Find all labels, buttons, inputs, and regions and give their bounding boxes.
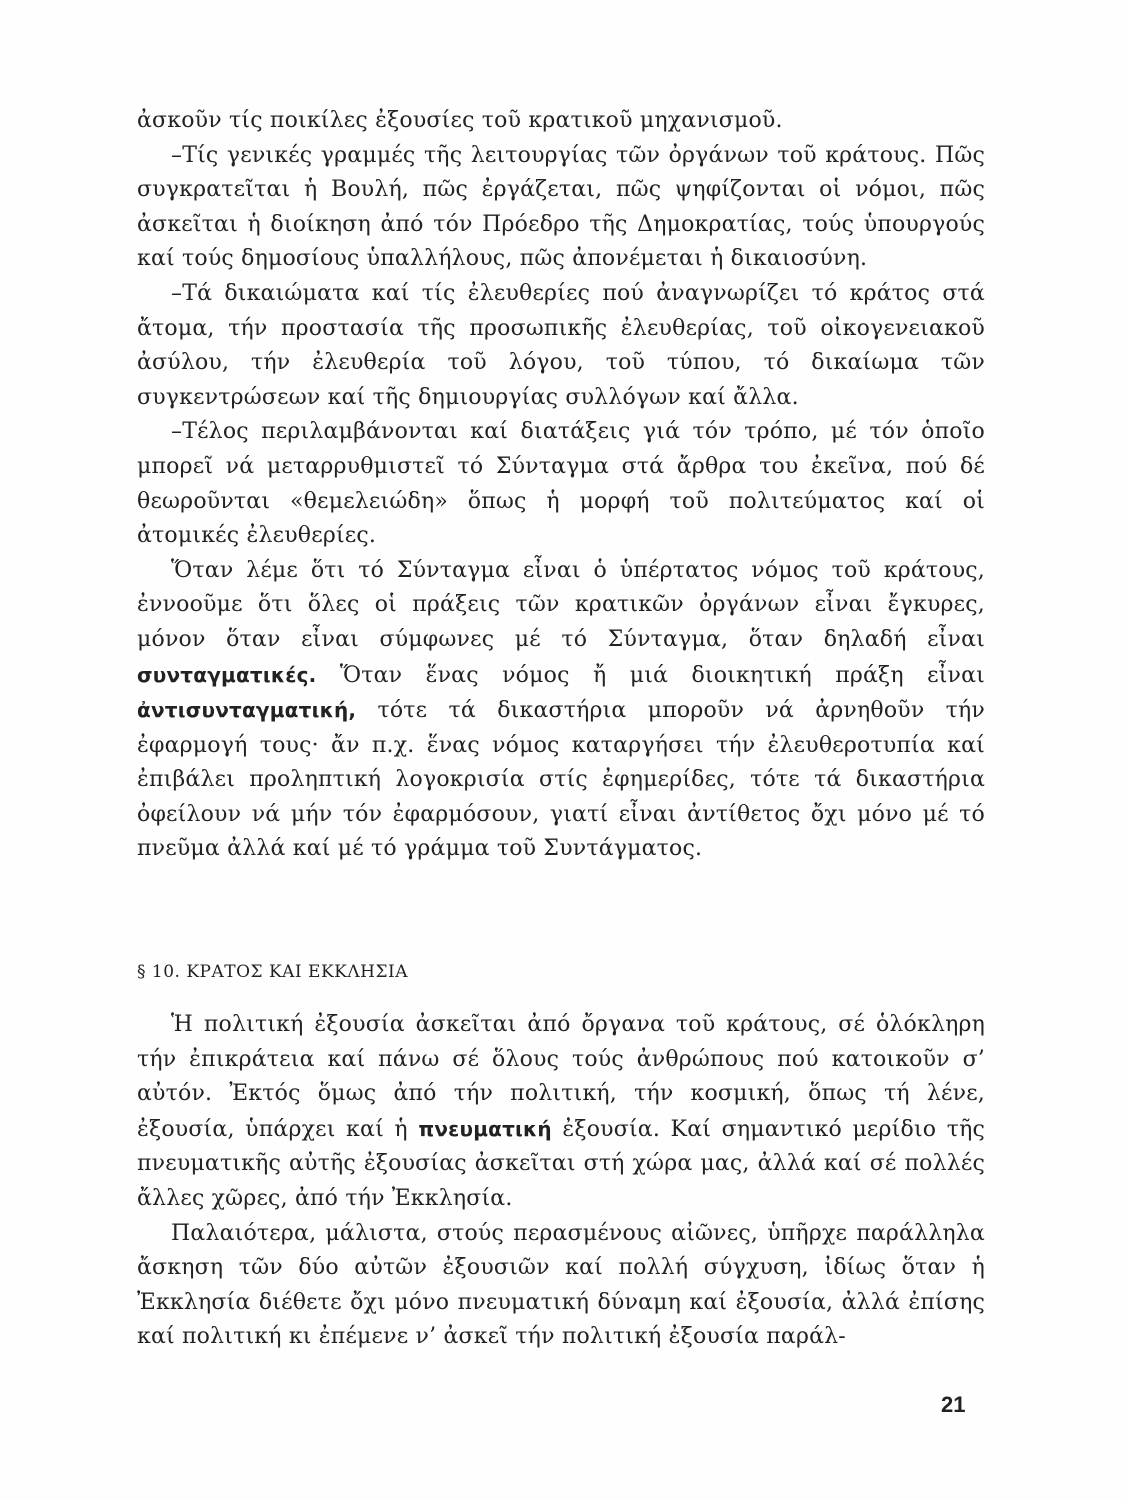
text-span: Ὅταν ἕνας νόμος ἤ μιά διοικητική πράξη εἶναι bbox=[316, 662, 985, 688]
paragraph-church-history: Παλαιότερα, μάλιστα, στούς περασμένους αἰῶνες, ὑπῆρχε παράλληλα ἄσκηση τῶν δύο αὐτῶν ἐξουσιῶν καί πολλή σύγχυση, ἰδίως ὅταν ἡ Ἐκκλησία διέθετε ὄχι μόνο πνευματική δύναμη καί ἐξουσία, ἀλλά ἐπίσης καί πολιτική κι ἐπέμενε ν’ ἀσκεῖ τήν πολιτική ἐξουσία παράλ- bbox=[137, 1220, 985, 1350]
text-span: ἐξουσία. Καί σημαντικό μερίδιο τῆς πνευματικῆς αὐτῆς ἐξουσίας ἀσκεῖται στή χώρα μας, ἀλλά καί σέ πολλές ἄλλες χῶρες, ἀπό τήν Ἐκκλησία. bbox=[137, 1116, 986, 1211]
text-span: τότε τά δικαστήρια μποροῦν νά ἀρνηθοῦν τήν ἐφαρμογή τους· ἄν π.χ. ἕνας νόμος καταργήσει τήν ἐλευθεροτυπία καί ἐπιβάλει προληπτική λογοκρισία στίς ἐφημερίδες, τότε τά δικαστήρια ὀφείλουν νά μήν τόν ἐφαρμόσουν, γιατί εἶναι ἀντίθετος ὄχι μόνο μέ τό πνεῦμα ἀλλά καί μέ τό γράμμα τοῦ Συντάγματος. bbox=[137, 698, 985, 862]
bold-term-spiritual: πνευματική bbox=[418, 1116, 552, 1141]
text-span: Ἡ πολιτική ἐξουσία ἀσκεῖται ἀπό ὄργανα τοῦ κράτους, σέ ὁλόκληρη τήν ἐπικράτεια καί πάνω σέ ὅλους τούς ἀνθρώπους πού κατοικοῦν σ’ αὐτόν. Ἐκτός ὅμως ἀπό τήν πολιτική, τήν κοσμική, ὅπως τή λένε, ἐξουσία, ὑπάρχει καί ἡ bbox=[137, 1012, 985, 1142]
paragraph-church-authority bbox=[137, 1008, 985, 1217]
text-span: Ὅταν λέμε ὅτι τό Σύνταγμα εἶναι ὁ ὑπέρτατος νόμος τοῦ κράτους, ἐννοοῦμε ὅτι ὅλες οἱ πράξεις τῶν κρατικῶν ὀργάνων εἶναι ἔγκυρες, μόνον ὅταν εἶναι σύμφωνες μέ τό Σύνταγμα, ὅταν δηλαδή εἶναι bbox=[137, 557, 985, 652]
paragraph-constitution bbox=[137, 554, 985, 867]
top-text-block bbox=[137, 104, 985, 867]
page-number: 21 bbox=[941, 1392, 966, 1417]
bold-term-unconstitutional: ἀντισυνταγματική, bbox=[137, 698, 357, 723]
bottom-text-block bbox=[137, 1008, 985, 1355]
paragraph-rights: –Τά δικαιώματα καί τίς ἐλευθερίες πού ἀναγνωρίζει τό κράτος στά ἄτομα, τήν προστασία τῆς προσωπικῆς ἐλευθερίας, τοῦ οἰκογενειακοῦ ἀσύλου, τήν ἐλευθερία τοῦ λόγου, τοῦ τύπου, τό δικαίωμα τῶν συγκεντρώσεων καί τῆς δημιουργίας συλλόγων καί ἄλλα. bbox=[137, 280, 985, 410]
paragraph-amendment: –Τέλος περιλαμβάνονται καί διατάξεις γιά τόν τρόπο, μέ τόν ὁποῖο μπορεῖ νά μεταρρυθμιστεῖ τό Σύνταγμα στά ἄρθρα του ἐκεῖνα, πού δέ θεωροῦνται «θεμελειώδη» ὅπως ἡ μορφή τοῦ πολιτεύματος καί οἱ ἀτομικές ἐλευθερίες. bbox=[137, 419, 985, 549]
paragraph-continuation: ἀσκοῦν τίς ποικίλες ἐξουσίες τοῦ κρατικοῦ μηχανισμοῦ. bbox=[137, 108, 783, 133]
bold-term-constitutional: συνταγματικές. bbox=[137, 662, 317, 687]
paragraph-organs: –Τίς γενικές γραμμές τῆς λειτουργίας τῶν ὀργάνων τοῦ κράτους. Πῶς συγκρατεῖται ἡ Βουλή, πῶς ἐργάζεται, πῶς ψηφίζονται οἱ νόμοι, πῶς ἀσκεῖται ἡ διοίκηση ἀπό τόν Πρόεδρο τῆς Δημοκρατίας, τούς ὑπουργούς καί τούς δημοσίους ὑπαλλήλους, πῶς ἀπονέμεται ἡ δικαιοσύνη. bbox=[137, 142, 985, 272]
section-heading: § 10. ΚΡΑΤΟΣ ΚΑΙ ΕΚΚΛΗΣΙΑ bbox=[137, 962, 408, 982]
